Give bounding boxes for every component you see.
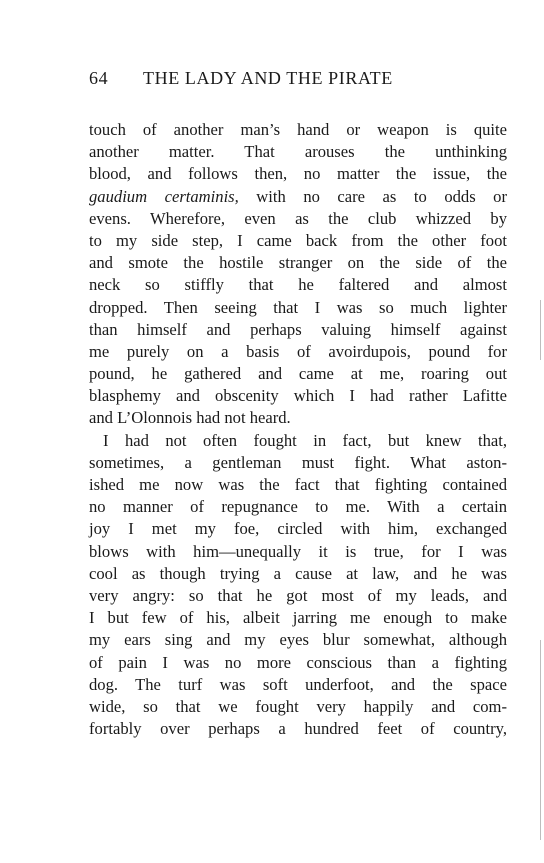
text-line: neck so stiffly that he faltered and almost — [89, 275, 507, 295]
text-line: fortably over perhaps a hundred feet of country, — [89, 719, 507, 739]
text-line: another matter. That arouses the unthinking — [89, 142, 507, 162]
text-line: sometimes, a gentleman must fight. What aston- — [89, 452, 507, 472]
text-line: to my side step, I came back from the other foot — [89, 230, 507, 250]
text-line-rest: with no care as to odds or — [238, 186, 507, 206]
text-line: blows with him—unequally it is true, for I was — [89, 541, 507, 561]
text-line: of pain I was no more conscious than a fighting — [89, 652, 507, 672]
text-line: my ears sing and my eyes blur somewhat, although — [89, 630, 507, 650]
text-line: no manner of repugnance to me. With a certain — [89, 497, 507, 517]
text-line: very angry: so that he got most of my leads, and — [89, 585, 507, 605]
text-line-with-italic — [89, 186, 507, 208]
paragraph-end-line: and L’Olonnois had not heard. — [89, 408, 291, 428]
running-head — [89, 68, 509, 94]
text-line: I but few of his, albeit jarring me enough to make — [89, 608, 507, 628]
running-title: THE LADY AND THE PIRATE — [143, 68, 393, 88]
text-line: wide, so that we fought very happily and com- — [89, 696, 507, 716]
text-line: than himself and perhaps valuing himself against — [89, 319, 507, 339]
scan-edge-mark — [540, 300, 541, 360]
text-line: me purely on a basis of avoirdupois, pound for — [89, 341, 507, 361]
text-line: blood, and follows then, no matter the issue, the — [89, 164, 507, 184]
text-line: evens. Wherefore, even as the club whizzed by — [89, 208, 507, 228]
text-line: cool as though trying a cause at law, and he was — [89, 563, 507, 583]
text-line: and smote the hostile stranger on the side of the — [89, 253, 507, 273]
text-line: dropped. Then seeing that I was so much lighter — [89, 297, 507, 317]
text-line: touch of another man’s hand or weapon is quite — [89, 120, 507, 139]
text-line: joy I met my foe, circled with him, exchanged — [89, 519, 507, 539]
text-line: ished me now was the fact that fighting contained — [89, 475, 507, 494]
body-text — [89, 119, 507, 740]
text-line: dog. The turf was soft underfoot, and the space — [89, 674, 507, 694]
text-line: pound, he gathered and came at me, roaring out — [89, 364, 507, 384]
page-number: 64 — [89, 68, 109, 88]
scan-edge-mark — [540, 640, 541, 840]
italic-phrase: gaudium certaminis, — [89, 186, 239, 206]
paragraph-start-line: I had not often fought in fact, but knew that, — [103, 430, 507, 450]
text-line: blasphemy and obscenity which I had rather Lafitte — [89, 386, 507, 406]
